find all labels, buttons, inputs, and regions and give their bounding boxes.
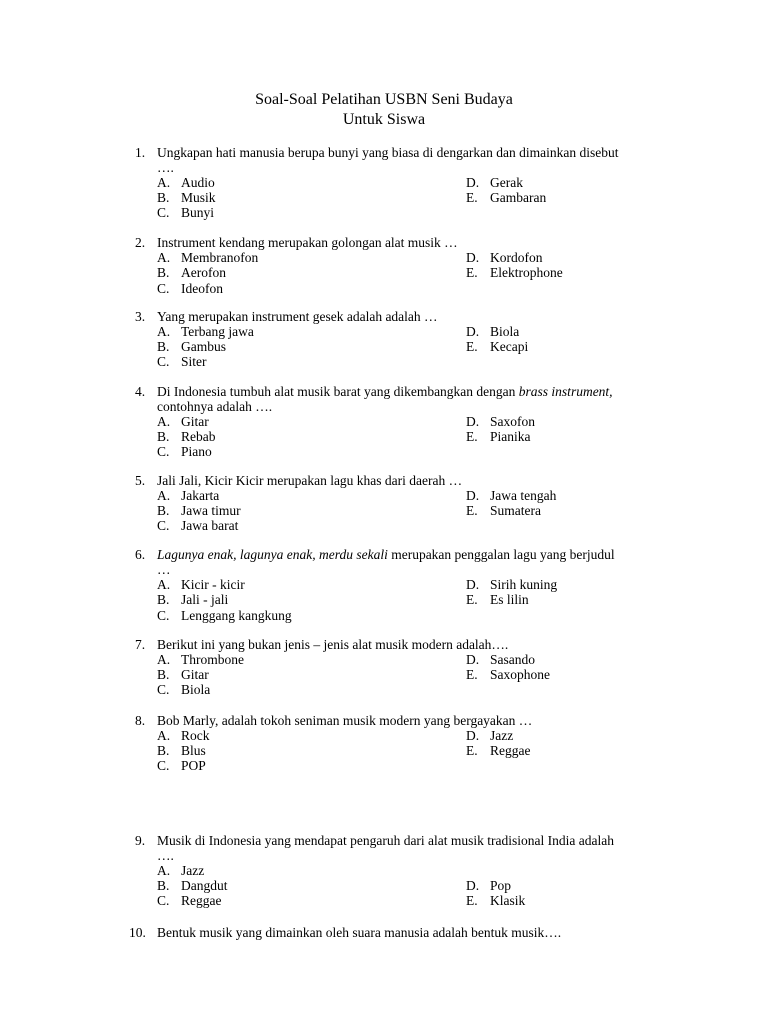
option-a[interactable]: A. Terbang jawa bbox=[157, 324, 254, 340]
option-d[interactable]: D. Kordofon bbox=[466, 250, 543, 266]
option-a[interactable]: A. Jakarta bbox=[157, 488, 220, 504]
question-4 bbox=[135, 384, 675, 460]
option-b[interactable]: B. Jali - jali bbox=[157, 592, 229, 608]
option-a[interactable]: A. Gitar bbox=[157, 414, 209, 430]
option-a[interactable]: A. Rock bbox=[157, 728, 210, 744]
option-d[interactable]: D. Biola bbox=[466, 324, 520, 340]
question-8 bbox=[135, 713, 675, 774]
option-b[interactable]: B. Gambus bbox=[157, 339, 226, 355]
question-text: Instrument kendang merupakan golongan alat musik … bbox=[157, 235, 458, 250]
option-b[interactable]: B. Aerofon bbox=[157, 265, 226, 281]
question-text: Yang merupakan instrument gesek adalah adalah … bbox=[157, 309, 438, 324]
option-e[interactable]: E. Gambaran bbox=[466, 190, 547, 206]
option-e[interactable]: E. Kecapi bbox=[466, 339, 529, 355]
question-number: 9. bbox=[135, 833, 146, 848]
option-a[interactable]: A. Kicir - kicir bbox=[157, 577, 245, 593]
question-number: 7. bbox=[135, 637, 146, 652]
option-b[interactable]: B. Dangdut bbox=[157, 878, 228, 894]
question-6 bbox=[135, 547, 675, 624]
option-d[interactable]: D. Jazz bbox=[466, 728, 514, 744]
option-c[interactable]: C. Siter bbox=[157, 354, 207, 370]
option-d[interactable]: D. Gerak bbox=[466, 175, 523, 191]
option-d[interactable]: D. Sasando bbox=[466, 652, 535, 668]
option-e[interactable]: E. Elektrophone bbox=[466, 265, 563, 281]
question-number: 4. bbox=[135, 384, 146, 399]
question-3 bbox=[135, 309, 675, 370]
option-e[interactable]: E. Reggae bbox=[466, 743, 531, 759]
question-number: 5. bbox=[135, 473, 146, 488]
option-a[interactable]: A. Thrombone bbox=[157, 652, 244, 668]
document-title: Soal-Soal Pelatihan USBN Seni Budaya bbox=[255, 91, 513, 108]
option-d[interactable]: D. Sirih kuning bbox=[466, 577, 558, 593]
question-number: 8. bbox=[135, 713, 146, 728]
option-a[interactable]: A. Jazz bbox=[157, 863, 205, 879]
question-9 bbox=[135, 833, 675, 909]
option-e[interactable]: E. Pianika bbox=[466, 429, 531, 445]
option-b[interactable]: B. Jawa timur bbox=[157, 503, 241, 519]
question-text: Bob Marly, adalah tokoh seniman musik modern yang bergayakan … bbox=[157, 713, 533, 728]
question-text: Berikut ini yang bukan jenis – jenis alat musik modern adalah…. bbox=[157, 637, 509, 652]
question-2 bbox=[135, 235, 675, 297]
document-subtitle: Untuk Siswa bbox=[342, 111, 426, 128]
option-e[interactable]: E. Klasik bbox=[466, 893, 526, 909]
option-e[interactable]: E. Es lilin bbox=[466, 592, 529, 608]
option-a[interactable]: A. Membranofon bbox=[157, 250, 259, 266]
option-c[interactable]: C. Piano bbox=[157, 444, 212, 460]
question-number: 10. bbox=[129, 925, 146, 940]
option-c[interactable]: C. Bunyi bbox=[157, 205, 215, 221]
option-b[interactable]: B. Gitar bbox=[157, 667, 209, 683]
question-text: Jali Jali, Kicir Kicir merupakan lagu khas dari daerah … bbox=[157, 473, 463, 488]
option-b[interactable]: B. Blus bbox=[157, 743, 206, 759]
question-7 bbox=[135, 637, 675, 698]
question-text: Lagunya enak, lagunya enak, merdu sekali merupakan penggalan lagu yang berjudul … bbox=[157, 547, 615, 578]
option-c[interactable]: C. Ideofon bbox=[157, 281, 223, 297]
option-b[interactable]: B. Rebab bbox=[157, 429, 216, 445]
option-c[interactable]: C. Reggae bbox=[157, 893, 222, 909]
question-number: 2. bbox=[135, 235, 146, 250]
question-10 bbox=[129, 925, 675, 940]
option-e[interactable]: E. Saxophone bbox=[466, 667, 550, 683]
option-c[interactable]: C. Jawa barat bbox=[157, 518, 239, 534]
option-c[interactable]: C. Biola bbox=[157, 682, 211, 698]
question-text: Ungkapan hati manusia berupa bunyi yang biasa di dengarkan dan dimainkan disebut …. bbox=[157, 145, 619, 176]
question-number: 1. bbox=[135, 145, 146, 160]
question-number: 3. bbox=[135, 309, 146, 324]
option-d[interactable]: D. Saxofon bbox=[466, 414, 535, 430]
option-a[interactable]: A. Audio bbox=[157, 175, 215, 191]
question-text: Di Indonesia tumbuh alat musik barat yang dikembangkan dengan brass instrument, contohnya adalah …. bbox=[157, 384, 613, 415]
question-1 bbox=[135, 145, 675, 221]
option-d[interactable]: D. Jawa tengah bbox=[466, 488, 557, 504]
option-c[interactable]: C. Lenggang kangkung bbox=[157, 608, 292, 624]
option-e[interactable]: E. Sumatera bbox=[466, 503, 541, 519]
question-text: Musik di Indonesia yang mendapat pengaruh dari alat musik tradisional India adalah …. bbox=[157, 833, 614, 864]
question-number: 6. bbox=[135, 547, 146, 562]
option-c[interactable]: C. POP bbox=[157, 758, 206, 774]
question-5 bbox=[135, 473, 675, 534]
option-b[interactable]: B. Musik bbox=[157, 190, 216, 206]
question-text: Bentuk musik yang dimainkan oleh suara manusia adalah bentuk musik…. bbox=[157, 925, 562, 940]
option-d[interactable]: D. Pop bbox=[466, 878, 512, 894]
